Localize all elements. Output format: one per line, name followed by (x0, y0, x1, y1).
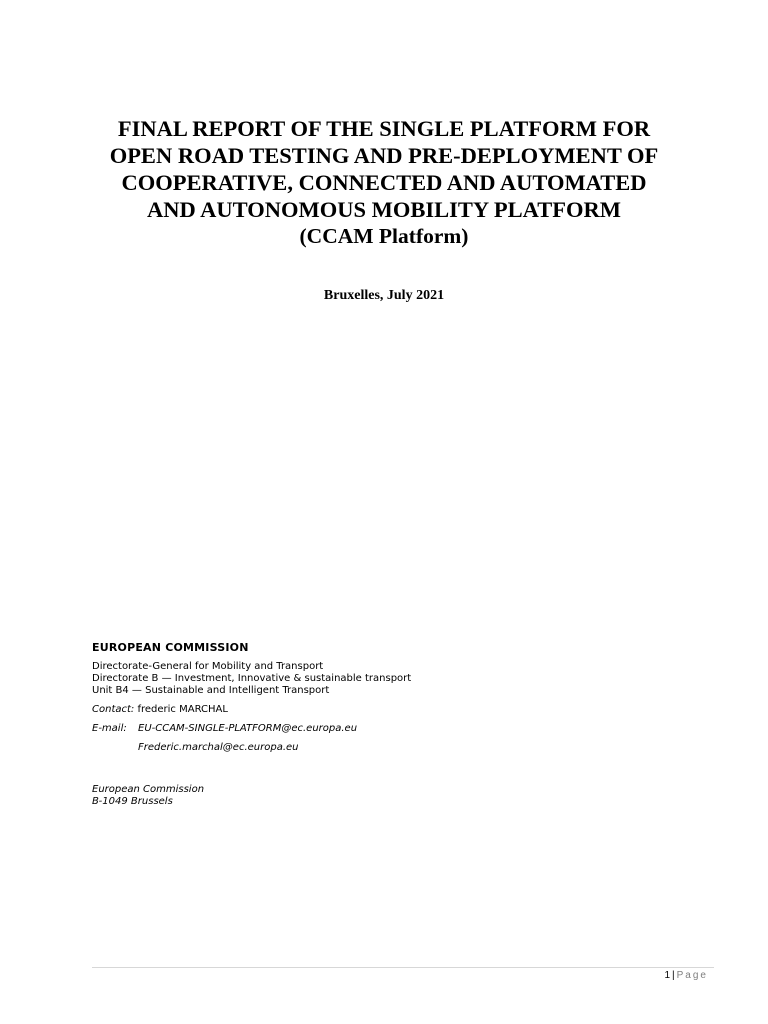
page-label: Page (676, 970, 708, 981)
footer-separator: | (672, 970, 675, 981)
title-line-4: AND AUTONOMOUS MOBILITY PLATFORM (147, 197, 621, 222)
title-line-1: FINAL REPORT OF THE SINGLE PLATFORM FOR (117, 116, 651, 141)
email-line (92, 723, 411, 735)
page-footer (664, 969, 708, 982)
publisher-heading: EUROPEAN COMMISSION (92, 641, 249, 654)
directorate: Directorate B — Investment, Innovative & sustainable transport (92, 673, 412, 684)
contact-line (92, 704, 411, 716)
title-line-5: (CCAM Platform) (299, 224, 469, 248)
email-label: E-mail: (92, 723, 127, 734)
footer-divider (92, 967, 714, 968)
publisher-block (92, 641, 411, 808)
postal-address (92, 784, 411, 808)
contact-label: Contact: (92, 704, 135, 715)
title-line-3: COOPERATIVE, CONNECTED AND AUTOMATED (121, 170, 647, 195)
address-line-1: European Commission (92, 784, 205, 795)
title-line-2: OPEN ROAD TESTING AND PRE-DEPLOYMENT OF (109, 143, 659, 168)
address-line-2: B-1049 Brussels (92, 796, 173, 807)
document-title (60, 115, 708, 250)
email-primary-link[interactable]: EU-CCAM-SINGLE-PLATFORM@ec.europa.eu (138, 723, 358, 734)
unit: Unit B4 — Sustainable and Intelligent Transport (92, 685, 330, 696)
contact-name: frederic MARCHAL (137, 704, 228, 715)
page-number: 1 (664, 970, 671, 981)
directorate-general: Directorate-General for Mobility and Transport (92, 661, 324, 672)
place-and-date: Bruxelles, July 2021 (323, 288, 445, 303)
email-secondary-link[interactable]: Frederic.marchal@ec.europa.eu (138, 742, 299, 753)
